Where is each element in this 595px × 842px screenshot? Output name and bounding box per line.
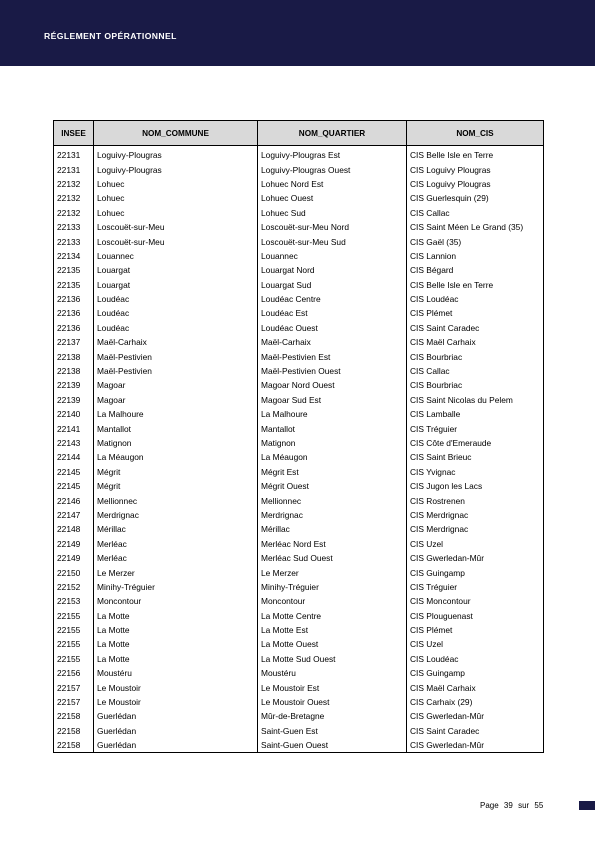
header-band: [0, 0, 595, 66]
table-row: [54, 695, 544, 709]
commune-cell: Loudéac: [94, 292, 258, 306]
page-total: 55: [534, 801, 544, 810]
table-row: [54, 191, 544, 205]
cis-cell: CIS Côte d'Emeraude: [407, 436, 544, 450]
table-row: [54, 263, 544, 277]
commune-cell: Louargat: [94, 263, 258, 277]
commune-cell: La Méaugon: [94, 450, 258, 464]
insee-cell: 22137: [54, 335, 94, 349]
insee-cell: 22152: [54, 580, 94, 594]
insee-cell: 22131: [54, 146, 94, 163]
commune-cell: Merléac: [94, 537, 258, 551]
table-row: [54, 335, 544, 349]
commune-cell: Moustéru: [94, 666, 258, 680]
cis-cell: CIS Loguivy Plougras: [407, 177, 544, 191]
insee-cell: 22138: [54, 364, 94, 378]
quartier-cell: Lohuec Nord Est: [258, 177, 407, 191]
page-current: 39: [503, 801, 513, 810]
insee-cell: 22149: [54, 551, 94, 565]
table-row: [54, 637, 544, 651]
cis-cell: CIS Callac: [407, 206, 544, 220]
insee-cell: 22141: [54, 421, 94, 435]
quartier-cell: Mellionnec: [258, 493, 407, 507]
commune-cell: Guerlédan: [94, 709, 258, 723]
table-row: [54, 551, 544, 565]
commune-cell: Matignon: [94, 436, 258, 450]
insee-cell: 22157: [54, 680, 94, 694]
insee-cell: 22155: [54, 652, 94, 666]
cis-cell: CIS Jugon les Lacs: [407, 479, 544, 493]
cis-cell: CIS Bourbriac: [407, 378, 544, 392]
insee-cell: 22134: [54, 249, 94, 263]
quartier-cell: Loudéac Centre: [258, 292, 407, 306]
column-header-nom-quartier: NOM_QUARTIER: [258, 121, 407, 146]
cis-cell: CIS Carhaix (29): [407, 695, 544, 709]
page-label: Page: [480, 801, 499, 810]
insee-cell: 22135: [54, 263, 94, 277]
commune-cell: Mégrit: [94, 479, 258, 493]
cis-cell: CIS Saint Méen Le Grand (35): [407, 220, 544, 234]
table-row: [54, 393, 544, 407]
commune-cell: Mellionnec: [94, 493, 258, 507]
commune-cell: Loudéac: [94, 306, 258, 320]
insee-cell: 22157: [54, 695, 94, 709]
cis-cell: CIS Belle Isle en Terre: [407, 146, 544, 163]
insee-cell: 22138: [54, 349, 94, 363]
cis-cell: CIS Rostrenen: [407, 493, 544, 507]
page-number: [480, 801, 546, 810]
commune-cell: Maël-Carhaix: [94, 335, 258, 349]
quartier-cell: Mérillac: [258, 522, 407, 536]
commune-cell: La Motte: [94, 609, 258, 623]
quartier-cell: La Motte Sud Ouest: [258, 652, 407, 666]
table-row: [54, 465, 544, 479]
table-row: [54, 565, 544, 579]
table-row: [54, 278, 544, 292]
insee-cell: 22155: [54, 623, 94, 637]
quartier-cell: La Motte Centre: [258, 609, 407, 623]
table-body: [54, 146, 544, 753]
quartier-cell: Louannec: [258, 249, 407, 263]
cis-cell: CIS Gwerledan-Mûr: [407, 551, 544, 565]
commune-cell: Guerlédan: [94, 738, 258, 753]
cis-cell: CIS Plouguenast: [407, 609, 544, 623]
quartier-cell: Saint-Guen Ouest: [258, 738, 407, 753]
quartier-cell: Saint-Guen Est: [258, 724, 407, 738]
commune-cell: Maël-Pestivien: [94, 349, 258, 363]
table-row: [54, 609, 544, 623]
cis-cell: CIS Yvignac: [407, 465, 544, 479]
cis-cell: CIS Guingamp: [407, 565, 544, 579]
insee-cell: 22148: [54, 522, 94, 536]
quartier-cell: Le Moustoir Ouest: [258, 695, 407, 709]
insee-cell: 22131: [54, 162, 94, 176]
quartier-cell: Loudéac Est: [258, 306, 407, 320]
quartier-cell: Magoar Nord Ouest: [258, 378, 407, 392]
column-header-nom-commune: NOM_COMMUNE: [94, 121, 258, 146]
commune-cell: Loguivy-Plougras: [94, 162, 258, 176]
table-row: [54, 407, 544, 421]
quartier-cell: Mantallot: [258, 421, 407, 435]
table-row: [54, 623, 544, 637]
commune-cell: Lohuec: [94, 177, 258, 191]
quartier-cell: La Malhoure: [258, 407, 407, 421]
page-header-title: RÉGLEMENT OPÉRATIONNEL: [44, 31, 177, 41]
insee-cell: 22158: [54, 709, 94, 723]
cis-cell: CIS Lamballe: [407, 407, 544, 421]
cis-cell: CIS Loguivy Plougras: [407, 162, 544, 176]
commune-cell: Louargat: [94, 278, 258, 292]
cis-cell: CIS Tréguier: [407, 421, 544, 435]
commune-cell: Le Merzer: [94, 565, 258, 579]
table-row: [54, 177, 544, 191]
insee-cell: 22149: [54, 537, 94, 551]
quartier-cell: Lohuec Ouest: [258, 191, 407, 205]
quartier-cell: Maël-Pestivien Est: [258, 349, 407, 363]
table-row: [54, 493, 544, 507]
quartier-cell: Magoar Sud Est: [258, 393, 407, 407]
insee-cell: 22139: [54, 393, 94, 407]
insee-cell: 22145: [54, 479, 94, 493]
table-row: [54, 537, 544, 551]
cis-cell: CIS Belle Isle en Terre: [407, 278, 544, 292]
cis-cell: CIS Saint Nicolas du Pelem: [407, 393, 544, 407]
table-row: [54, 234, 544, 248]
quartier-cell: Le Merzer: [258, 565, 407, 579]
insee-cell: 22146: [54, 493, 94, 507]
insee-cell: 22136: [54, 292, 94, 306]
insee-cell: 22132: [54, 191, 94, 205]
table-row: [54, 306, 544, 320]
quartier-cell: Loscouët-sur-Meu Sud: [258, 234, 407, 248]
table-row: [54, 594, 544, 608]
quartier-cell: Le Moustoir Est: [258, 680, 407, 694]
commune-cell: Mérillac: [94, 522, 258, 536]
commune-cell: Maël-Pestivien: [94, 364, 258, 378]
table-row: [54, 724, 544, 738]
table-row: [54, 292, 544, 306]
table-row: [54, 349, 544, 363]
cis-cell: CIS Merdrignac: [407, 522, 544, 536]
table-row: [54, 206, 544, 220]
quartier-cell: Mûr-de-Bretagne: [258, 709, 407, 723]
cis-cell: CIS Gwerledan-Mûr: [407, 738, 544, 753]
table-row: [54, 580, 544, 594]
commune-cell: Merléac: [94, 551, 258, 565]
insee-cell: 22133: [54, 220, 94, 234]
insee-cell: 22150: [54, 565, 94, 579]
quartier-cell: Louargat Nord: [258, 263, 407, 277]
commune-cell: La Malhoure: [94, 407, 258, 421]
commune-cell: Loudéac: [94, 321, 258, 335]
insee-cell: 22132: [54, 177, 94, 191]
cis-cell: CIS Maël Carhaix: [407, 680, 544, 694]
commune-cell: Mégrit: [94, 465, 258, 479]
table-row: [54, 652, 544, 666]
quartier-cell: Mégrit Ouest: [258, 479, 407, 493]
insee-cell: 22135: [54, 278, 94, 292]
commune-cell: Louannec: [94, 249, 258, 263]
insee-cell: 22140: [54, 407, 94, 421]
quartier-cell: Minihy-Tréguier: [258, 580, 407, 594]
cis-cell: CIS Gwerledan-Mûr: [407, 709, 544, 723]
table-row: [54, 738, 544, 753]
commune-cell: La Motte: [94, 637, 258, 651]
commune-cell: Mantallot: [94, 421, 258, 435]
insee-cell: 22153: [54, 594, 94, 608]
insee-cell: 22136: [54, 321, 94, 335]
commune-cell: Le Moustoir: [94, 680, 258, 694]
communes-table: [53, 120, 544, 753]
table-row: [54, 321, 544, 335]
cis-cell: CIS Moncontour: [407, 594, 544, 608]
cis-cell: CIS Guingamp: [407, 666, 544, 680]
insee-cell: 22136: [54, 306, 94, 320]
quartier-cell: Louargat Sud: [258, 278, 407, 292]
commune-cell: Loscouët-sur-Meu: [94, 220, 258, 234]
quartier-cell: La Méaugon: [258, 450, 407, 464]
cis-cell: CIS Merdrignac: [407, 508, 544, 522]
cis-cell: CIS Guerlesquin (29): [407, 191, 544, 205]
cis-cell: CIS Loudéac: [407, 292, 544, 306]
quartier-cell: Loguivy-Plougras Est: [258, 146, 407, 163]
table-row: [54, 364, 544, 378]
quartier-cell: Lohuec Sud: [258, 206, 407, 220]
commune-cell: Loscouët-sur-Meu: [94, 234, 258, 248]
cis-cell: CIS Uzel: [407, 637, 544, 651]
column-header-insee: INSEE: [54, 121, 94, 146]
table-row: [54, 666, 544, 680]
cis-cell: CIS Plémet: [407, 623, 544, 637]
quartier-cell: Loguivy-Plougras Ouest: [258, 162, 407, 176]
quartier-cell: Maël-Carhaix: [258, 335, 407, 349]
insee-cell: 22145: [54, 465, 94, 479]
table-header-row: [54, 121, 544, 146]
commune-cell: Le Moustoir: [94, 695, 258, 709]
quartier-cell: La Motte Ouest: [258, 637, 407, 651]
cis-cell: CIS Uzel: [407, 537, 544, 551]
quartier-cell: Loudéac Ouest: [258, 321, 407, 335]
commune-cell: Minihy-Tréguier: [94, 580, 258, 594]
quartier-cell: Maël-Pestivien Ouest: [258, 364, 407, 378]
table-row: [54, 378, 544, 392]
page-of-label: sur: [518, 801, 530, 810]
commune-cell: Magoar: [94, 393, 258, 407]
table-row: [54, 680, 544, 694]
cis-cell: CIS Bourbriac: [407, 349, 544, 363]
cis-cell: CIS Loudéac: [407, 652, 544, 666]
column-header-nom-cis: NOM_CIS: [407, 121, 544, 146]
insee-cell: 22147: [54, 508, 94, 522]
quartier-cell: Matignon: [258, 436, 407, 450]
insee-cell: 22155: [54, 637, 94, 651]
insee-cell: 22155: [54, 609, 94, 623]
table-row: [54, 522, 544, 536]
cis-cell: CIS Gaël (35): [407, 234, 544, 248]
quartier-cell: Mégrit Est: [258, 465, 407, 479]
table-row: [54, 220, 544, 234]
commune-cell: Guerlédan: [94, 724, 258, 738]
table-row: [54, 479, 544, 493]
cis-cell: CIS Maël Carhaix: [407, 335, 544, 349]
insee-cell: 22143: [54, 436, 94, 450]
cis-cell: CIS Bégard: [407, 263, 544, 277]
cis-cell: CIS Lannion: [407, 249, 544, 263]
quartier-cell: Loscouët-sur-Meu Nord: [258, 220, 407, 234]
cis-cell: CIS Saint Caradec: [407, 321, 544, 335]
quartier-cell: Merdrignac: [258, 508, 407, 522]
table-row: [54, 249, 544, 263]
table-row: [54, 421, 544, 435]
table-row: [54, 709, 544, 723]
table-row: [54, 508, 544, 522]
table-row: [54, 436, 544, 450]
insee-cell: 22158: [54, 738, 94, 753]
commune-cell: Moncontour: [94, 594, 258, 608]
insee-cell: 22139: [54, 378, 94, 392]
insee-cell: 22158: [54, 724, 94, 738]
insee-cell: 22156: [54, 666, 94, 680]
cis-cell: CIS Saint Caradec: [407, 724, 544, 738]
quartier-cell: Merléac Nord Est: [258, 537, 407, 551]
cis-cell: CIS Tréguier: [407, 580, 544, 594]
table-row: [54, 146, 544, 163]
table-row: [54, 450, 544, 464]
commune-cell: Lohuec: [94, 206, 258, 220]
cis-cell: CIS Plémet: [407, 306, 544, 320]
footer-brand-mark: [579, 801, 595, 810]
quartier-cell: La Motte Est: [258, 623, 407, 637]
commune-cell: La Motte: [94, 652, 258, 666]
commune-cell: Merdrignac: [94, 508, 258, 522]
commune-cell: La Motte: [94, 623, 258, 637]
quartier-cell: Merléac Sud Ouest: [258, 551, 407, 565]
quartier-cell: Moustéru: [258, 666, 407, 680]
commune-cell: Magoar: [94, 378, 258, 392]
cis-cell: CIS Saint Brieuc: [407, 450, 544, 464]
quartier-cell: Moncontour: [258, 594, 407, 608]
cis-cell: CIS Callac: [407, 364, 544, 378]
insee-cell: 22144: [54, 450, 94, 464]
commune-cell: Lohuec: [94, 191, 258, 205]
table-row: [54, 162, 544, 176]
insee-cell: 22133: [54, 234, 94, 248]
insee-cell: 22132: [54, 206, 94, 220]
commune-cell: Loguivy-Plougras: [94, 146, 258, 163]
